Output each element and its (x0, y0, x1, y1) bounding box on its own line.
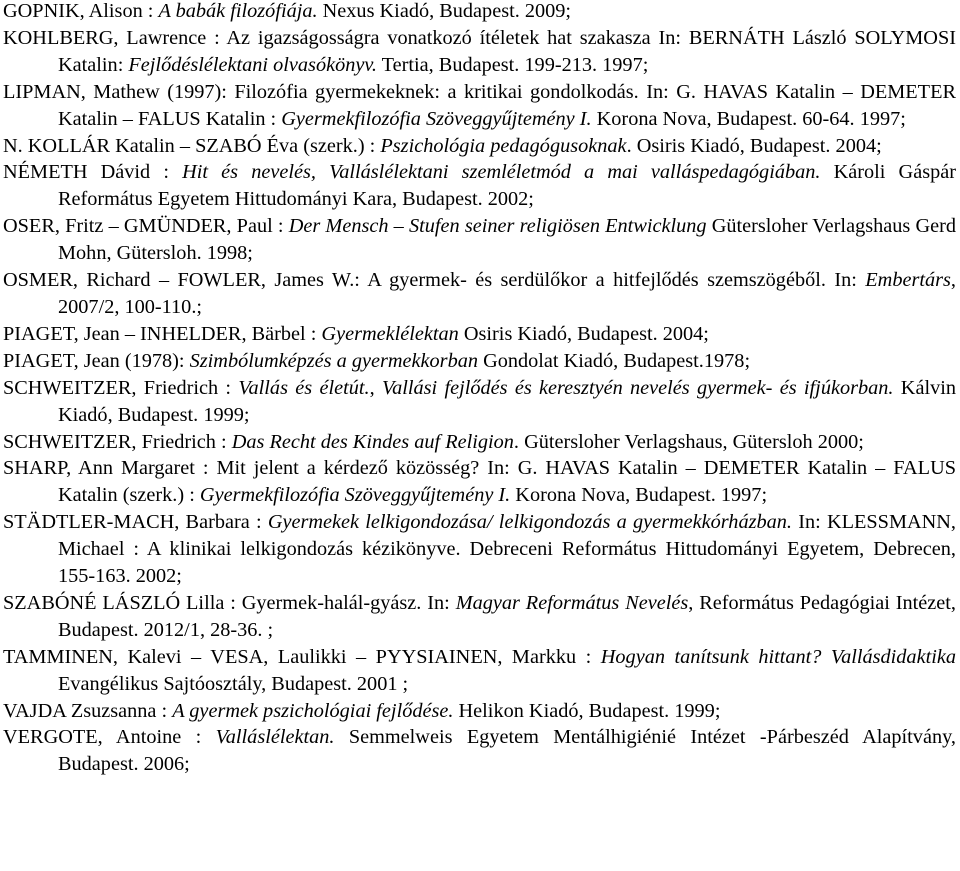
entry-text: Nexus Kiadó, Budapest. 2009; (317, 0, 572, 22)
entry-text: , Református Pedagógiai Intézet, Budapest. 2012/1, 28-36. ; (58, 591, 957, 641)
entry-text: Helikon Kiadó, Budapest. 1999; (453, 699, 721, 722)
entry-text: GOPNIK, Alison : (3, 0, 159, 22)
entry-text: Evangélikus Sajtóosztály, Budapest. 2001 ; (58, 672, 409, 695)
bibliography-entry (3, 159, 956, 213)
entry-text: NÉMETH Dávid : (3, 161, 183, 184)
entry-title-text: Fejlődéslélektani olvasókönyv. (128, 53, 377, 76)
entry-text: VAJDA Zsuzsanna : (3, 699, 173, 722)
entry-text: Kálvin Kiadó, Budapest. 1999; (58, 376, 956, 426)
bibliography-entry (3, 429, 956, 456)
bibliography-entry (3, 0, 956, 25)
entry-title-text: Hogyan tanítsunk hittant? Vallásdidaktika (600, 645, 956, 668)
bibliography-entry (3, 213, 956, 267)
bibliography-entry (3, 455, 956, 509)
entry-text: VERGOTE, Antoine : (3, 726, 216, 749)
bibliography-entry (3, 375, 956, 429)
entry-title-text: Gyermekfilozófia Szöveggyűjtemény I. (281, 107, 592, 130)
entry-title-text: Der Mensch – Stufen seiner religiösen Entwicklung (288, 215, 707, 238)
entry-text: STÄDTLER-MACH, Barbara : (3, 511, 268, 534)
bibliography-entry (3, 348, 956, 375)
bibliography-entry (3, 724, 956, 778)
bibliography-entry (3, 644, 956, 698)
entry-text: KOHLBERG, Lawrence : Az igazságosságra vonatkozó ítéletek hat szakasza In: BERNÁTH László SOLYMOSI Katalin: (3, 26, 956, 76)
entry-text: Korona Nova, Budapest. 1997; (510, 484, 768, 507)
entry-title-text: A gyermek pszichológiai fejlődése. (172, 699, 454, 722)
entry-title-text: Szimbólumképzés a gyermekkorban (189, 349, 478, 372)
entry-text: Károli Gáspár Református Egyetem Hittudományi Kara, Budapest. 2002; (58, 161, 956, 211)
bibliography-entry (3, 509, 956, 590)
entry-text: SZABÓNÉ LÁSZLÓ Lilla : Gyermek-halál-gyász. In: (3, 591, 456, 614)
bibliography-entry (3, 698, 956, 725)
entry-text: Korona Nova, Budapest. 60-64. 1997; (591, 107, 906, 130)
entry-text: Gondolat Kiadó, Budapest.1978; (478, 349, 751, 372)
entry-text: Gütersloher Verlagshaus Gerd Mohn, Gütersloh. 1998; (58, 215, 956, 265)
entry-title-text: Magyar Református Nevelés (455, 591, 689, 614)
entry-text: SCHWEITZER, Friedrich : (3, 430, 232, 453)
entry-text: N. KOLLÁR Katalin – SZABÓ Éva (szerk.) : (3, 134, 381, 157)
entry-title-text: A babák filozófiája. (158, 0, 318, 22)
entry-text: . Osiris Kiadó, Budapest. 2004; (626, 134, 882, 157)
entry-text: OSMER, Richard – FOWLER, James W.: A gyermek- és serdülőkor a hitfejlődés szemszögéből. In: (3, 269, 866, 292)
bibliography-entry (3, 590, 956, 644)
entry-text: PIAGET, Jean (1978): (3, 349, 190, 372)
bibliography-entry (3, 79, 956, 133)
entry-text: Semmelweis Egyetem Mentálhigiénié Intézet -Párbeszéd Alapítvány, Budapest. 2006; (58, 726, 956, 776)
entry-text: TAMMINEN, Kalevi – VESA, Laulikki – PYYSIAINEN, Markku : (3, 645, 601, 668)
entry-title-text: Pszichológia pedagógusoknak (380, 134, 627, 157)
entry-title-text: Gyermekek lelkigondozása/ lelkigondozás a gyermekkórházban. (267, 511, 792, 534)
entry-text: SHARP, Ann Margaret : Mit jelent a kérdező közösség? In: G. HAVAS Katalin – DEMETER Katalin – FALUS Katalin (szerk.) : (3, 457, 956, 507)
entry-text: PIAGET, Jean – INHELDER, Bärbel : (3, 322, 322, 345)
entry-text: In: KLESSMANN, Michael : A klinikai lelkigondozás kézikönyve. Debreceni Református Hittudományi Egyetem, Debrecen, 155-163. 2002; (58, 511, 956, 588)
entry-text: OSER, Fritz – GMÜNDER, Paul : (3, 215, 289, 238)
bibliography-list (3, 0, 956, 778)
entry-text: , 2007/2, 100-110.; (58, 269, 956, 318)
bibliography-entry (3, 321, 956, 348)
entry-title-text: Das Recht des Kindes auf Religion (231, 430, 514, 453)
entry-text: Osiris Kiadó, Budapest. 2004; (458, 322, 709, 345)
entry-title-text: Valláslélektan. (215, 726, 335, 749)
entry-title-text: Embertárs (865, 269, 951, 292)
bibliography-entry (3, 267, 956, 321)
entry-text: , (369, 376, 382, 399)
entry-text: LIPMAN, Mathew (1997): Filozófia gyermekeknek: a kritikai gondolkodás. In: G. HAVAS Katalin – DEMETER Katalin – FALUS Katalin : (3, 80, 956, 130)
entry-text: Tertia, Budapest. 199-213. 1997; (376, 53, 649, 76)
bibliography-entry (3, 25, 956, 79)
entry-title-text: Gyermekfilozófia Szöveggyűjtemény I. (199, 484, 511, 507)
entry-title-text: Gyermeklélektan (321, 322, 459, 345)
bibliography-entry (3, 133, 956, 160)
entry-title-text: Hit és nevelés, Valláslélektani szemléletmód a mai valláspedagógiában. (182, 161, 821, 184)
entry-text: SCHWEITZER, Friedrich : (3, 376, 239, 399)
entry-title-text: Vallás és életút. (238, 376, 370, 399)
entry-text: . Gütersloher Verlagshaus, Gütersloh 2000; (513, 430, 864, 453)
entry-title-text: Vallási fejlődés és keresztyén nevelés gyermek- és ifjúkorban. (381, 376, 894, 399)
